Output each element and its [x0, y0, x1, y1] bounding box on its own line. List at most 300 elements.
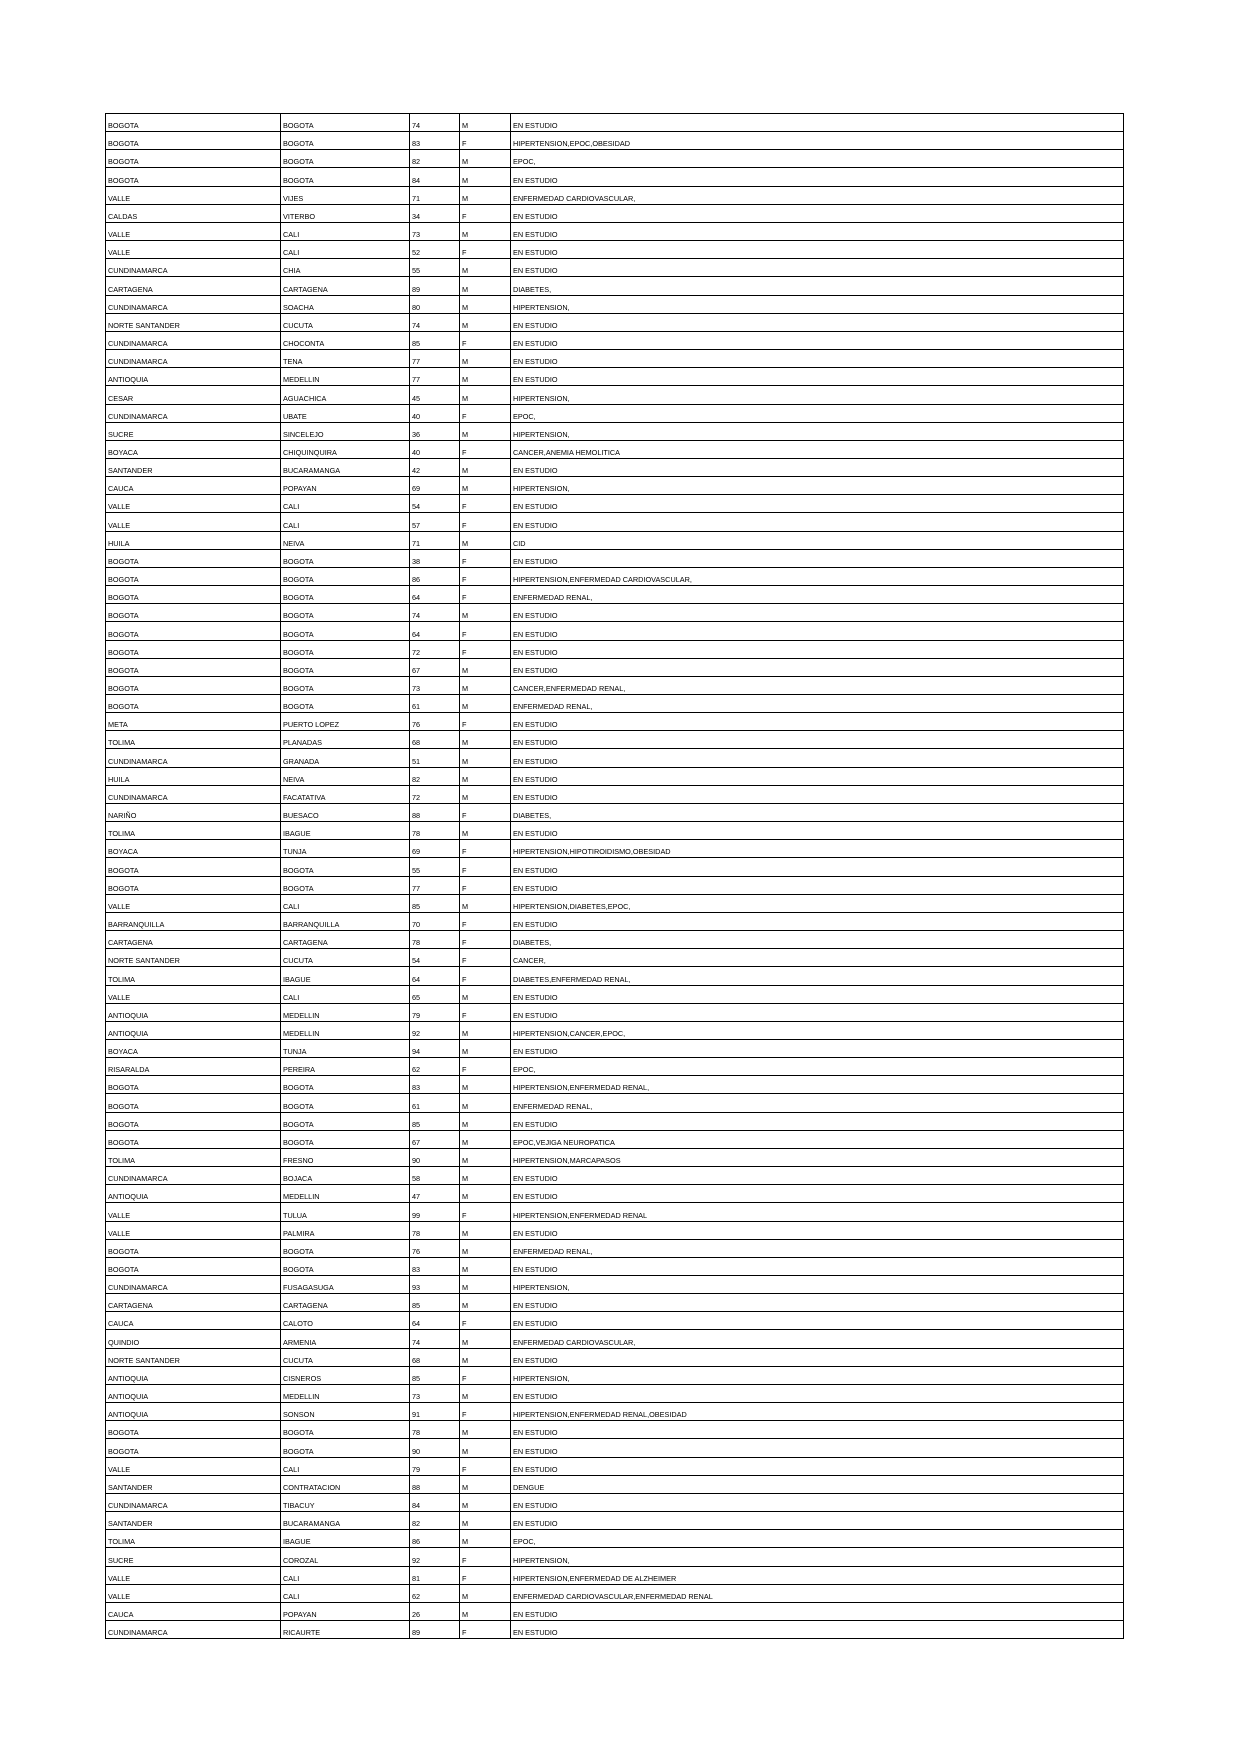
- sex-cell: M: [460, 985, 511, 1003]
- sex-cell: F: [460, 513, 511, 531]
- table-row: [106, 1566, 1124, 1584]
- condition-cell: HIPERTENSION,: [511, 1548, 1124, 1566]
- age-cell: 85: [410, 1366, 460, 1384]
- sex-cell: M: [460, 1112, 511, 1130]
- table-row: [106, 967, 1124, 985]
- sex-cell: M: [460, 295, 511, 313]
- age-cell: 71: [410, 531, 460, 549]
- city-cell: BOJACA: [281, 1167, 410, 1185]
- sex-cell: M: [460, 114, 511, 132]
- table-row: [106, 1548, 1124, 1566]
- city-cell: TULUA: [281, 1203, 410, 1221]
- condition-cell: EN ESTUDIO: [511, 1112, 1124, 1130]
- sex-cell: M: [460, 1384, 511, 1402]
- city-cell: BOGOTA: [281, 1130, 410, 1148]
- sex-cell: F: [460, 495, 511, 513]
- age-cell: 82: [410, 767, 460, 785]
- age-cell: 89: [410, 1620, 460, 1638]
- age-cell: 47: [410, 1185, 460, 1203]
- city-cell: CHIQUINQUIRA: [281, 440, 410, 458]
- department-cell: BOGOTA: [106, 604, 281, 622]
- city-cell: BARRANQUILLA: [281, 912, 410, 930]
- table-row: [106, 1312, 1124, 1330]
- age-cell: 93: [410, 1276, 460, 1294]
- table-row: [106, 1203, 1124, 1221]
- table-row: [106, 1348, 1124, 1366]
- sex-cell: M: [460, 1276, 511, 1294]
- city-cell: BOGOTA: [281, 1421, 410, 1439]
- city-cell: BOGOTA: [281, 1076, 410, 1094]
- condition-cell: EN ESTUDIO: [511, 1167, 1124, 1185]
- sex-cell: F: [460, 622, 511, 640]
- table-row: [106, 695, 1124, 713]
- table-row: [106, 531, 1124, 549]
- sex-cell: F: [460, 1548, 511, 1566]
- sex-cell: M: [460, 1039, 511, 1057]
- department-cell: VALLE: [106, 1584, 281, 1602]
- city-cell: GRANADA: [281, 749, 410, 767]
- condition-cell: EN ESTUDIO: [511, 204, 1124, 222]
- table-row: [106, 386, 1124, 404]
- sex-cell: M: [460, 1475, 511, 1493]
- table-row: [106, 1457, 1124, 1475]
- age-cell: 72: [410, 640, 460, 658]
- table-row: [106, 259, 1124, 277]
- condition-cell: EN ESTUDIO: [511, 1294, 1124, 1312]
- sex-cell: M: [460, 477, 511, 495]
- table-row: [106, 440, 1124, 458]
- department-cell: NORTE SANTANDER: [106, 313, 281, 331]
- city-cell: BOGOTA: [281, 695, 410, 713]
- table-row: [106, 477, 1124, 495]
- city-cell: BOGOTA: [281, 549, 410, 567]
- condition-cell: EPOC,: [511, 1530, 1124, 1548]
- department-cell: CALDAS: [106, 204, 281, 222]
- city-cell: BOGOTA: [281, 858, 410, 876]
- table-row: [106, 204, 1124, 222]
- age-cell: 99: [410, 1203, 460, 1221]
- city-cell: CALI: [281, 1584, 410, 1602]
- condition-cell: HIPERTENSION,ENFERMEDAD DE ALZHEIMER: [511, 1566, 1124, 1584]
- table-row: [106, 985, 1124, 1003]
- condition-cell: HIPERTENSION,CANCER,EPOC,: [511, 1021, 1124, 1039]
- age-cell: 82: [410, 150, 460, 168]
- city-cell: BOGOTA: [281, 1112, 410, 1130]
- condition-cell: EN ESTUDIO: [511, 1384, 1124, 1402]
- table-row: [106, 1512, 1124, 1530]
- sex-cell: M: [460, 1221, 511, 1239]
- condition-cell: HIPERTENSION,ENFERMEDAD RENAL: [511, 1203, 1124, 1221]
- department-cell: BOGOTA: [106, 150, 281, 168]
- sex-cell: M: [460, 386, 511, 404]
- department-cell: TOLIMA: [106, 1530, 281, 1548]
- city-cell: CALI: [281, 985, 410, 1003]
- age-cell: 90: [410, 1148, 460, 1166]
- table-row: [106, 1403, 1124, 1421]
- table-row: [106, 1584, 1124, 1602]
- sex-cell: F: [460, 931, 511, 949]
- city-cell: MEDELLIN: [281, 1185, 410, 1203]
- city-cell: SONSON: [281, 1403, 410, 1421]
- condition-cell: EN ESTUDIO: [511, 1439, 1124, 1457]
- table-row: [106, 567, 1124, 585]
- sex-cell: M: [460, 259, 511, 277]
- condition-cell: EN ESTUDIO: [511, 1493, 1124, 1511]
- sex-cell: M: [460, 422, 511, 440]
- sex-cell: M: [460, 1512, 511, 1530]
- condition-cell: EN ESTUDIO: [511, 114, 1124, 132]
- age-cell: 61: [410, 695, 460, 713]
- condition-cell: EN ESTUDIO: [511, 1457, 1124, 1475]
- department-cell: VALLE: [106, 1203, 281, 1221]
- condition-cell: EN ESTUDIO: [511, 1620, 1124, 1638]
- condition-cell: EN ESTUDIO: [511, 658, 1124, 676]
- city-cell: BOGOTA: [281, 1439, 410, 1457]
- condition-cell: EN ESTUDIO: [511, 313, 1124, 331]
- department-cell: BOGOTA: [106, 132, 281, 150]
- sex-cell: F: [460, 1366, 511, 1384]
- age-cell: 68: [410, 731, 460, 749]
- department-cell: VALLE: [106, 1457, 281, 1475]
- sex-cell: M: [460, 1076, 511, 1094]
- table-row: [106, 1493, 1124, 1511]
- department-cell: CAUCA: [106, 1602, 281, 1620]
- table-row: [106, 1148, 1124, 1166]
- city-cell: MEDELLIN: [281, 368, 410, 386]
- department-cell: BOGOTA: [106, 640, 281, 658]
- table-row: [106, 295, 1124, 313]
- department-cell: VALLE: [106, 894, 281, 912]
- age-cell: 69: [410, 840, 460, 858]
- sex-cell: M: [460, 1094, 511, 1112]
- department-cell: BOGOTA: [106, 168, 281, 186]
- sex-cell: M: [460, 785, 511, 803]
- table-row: [106, 277, 1124, 295]
- age-cell: 72: [410, 785, 460, 803]
- department-cell: BOGOTA: [106, 876, 281, 894]
- condition-cell: HIPERTENSION,DIABETES,EPOC,: [511, 894, 1124, 912]
- age-cell: 82: [410, 1512, 460, 1530]
- sex-cell: F: [460, 549, 511, 567]
- table-row: [106, 876, 1124, 894]
- table-row: [106, 622, 1124, 640]
- condition-cell: ENFERMEDAD RENAL,: [511, 1239, 1124, 1257]
- table-row: [106, 840, 1124, 858]
- city-cell: BOGOTA: [281, 622, 410, 640]
- department-cell: TOLIMA: [106, 1148, 281, 1166]
- department-cell: HUILA: [106, 531, 281, 549]
- sex-cell: M: [460, 658, 511, 676]
- city-cell: RICAURTE: [281, 1620, 410, 1638]
- city-cell: TIBACUY: [281, 1493, 410, 1511]
- department-cell: BOGOTA: [106, 1130, 281, 1148]
- age-cell: 83: [410, 1076, 460, 1094]
- sex-cell: M: [460, 1167, 511, 1185]
- department-cell: CUNDINAMARCA: [106, 295, 281, 313]
- city-cell: PUERTO LOPEZ: [281, 713, 410, 731]
- sex-cell: F: [460, 331, 511, 349]
- department-cell: BOGOTA: [106, 695, 281, 713]
- condition-cell: ENFERMEDAD RENAL,: [511, 1094, 1124, 1112]
- city-cell: MEDELLIN: [281, 1003, 410, 1021]
- condition-cell: EN ESTUDIO: [511, 1039, 1124, 1057]
- age-cell: 78: [410, 931, 460, 949]
- table-row: [106, 1076, 1124, 1094]
- table-row: [106, 1094, 1124, 1112]
- age-cell: 85: [410, 331, 460, 349]
- table-row: [106, 222, 1124, 240]
- sex-cell: M: [460, 368, 511, 386]
- condition-cell: EN ESTUDIO: [511, 1185, 1124, 1203]
- sex-cell: M: [460, 1330, 511, 1348]
- age-cell: 85: [410, 1294, 460, 1312]
- department-cell: META: [106, 713, 281, 731]
- condition-cell: EN ESTUDIO: [511, 749, 1124, 767]
- city-cell: POPAYAN: [281, 1602, 410, 1620]
- condition-cell: ENFERMEDAD RENAL,: [511, 695, 1124, 713]
- city-cell: CALI: [281, 513, 410, 531]
- sex-cell: F: [460, 803, 511, 821]
- sex-cell: F: [460, 912, 511, 930]
- table-row: [106, 495, 1124, 513]
- condition-cell: HIPERTENSION,MARCAPASOS: [511, 1148, 1124, 1166]
- department-cell: CUNDINAMARCA: [106, 259, 281, 277]
- city-cell: BUESACO: [281, 803, 410, 821]
- age-cell: 51: [410, 749, 460, 767]
- city-cell: NEIVA: [281, 531, 410, 549]
- table-row: [106, 749, 1124, 767]
- table-row: [106, 1003, 1124, 1021]
- sex-cell: M: [460, 1257, 511, 1275]
- condition-cell: ENFERMEDAD CARDIOVASCULAR,ENFERMEDAD RENAL: [511, 1584, 1124, 1602]
- age-cell: 74: [410, 114, 460, 132]
- condition-cell: EN ESTUDIO: [511, 1221, 1124, 1239]
- department-cell: ANTIOQUIA: [106, 1021, 281, 1039]
- age-cell: 64: [410, 586, 460, 604]
- city-cell: BOGOTA: [281, 168, 410, 186]
- table-row: [106, 1185, 1124, 1203]
- table-row: [106, 150, 1124, 168]
- table-row: [106, 785, 1124, 803]
- table-row: [106, 1620, 1124, 1638]
- city-cell: MEDELLIN: [281, 1021, 410, 1039]
- department-cell: CUNDINAMARCA: [106, 749, 281, 767]
- age-cell: 74: [410, 1330, 460, 1348]
- table-row: [106, 1366, 1124, 1384]
- condition-cell: EN ESTUDIO: [511, 458, 1124, 476]
- table-row: [106, 1058, 1124, 1076]
- city-cell: UBATE: [281, 404, 410, 422]
- condition-cell: EN ESTUDIO: [511, 513, 1124, 531]
- city-cell: CALI: [281, 495, 410, 513]
- department-cell: SUCRE: [106, 1548, 281, 1566]
- city-cell: BOGOTA: [281, 586, 410, 604]
- city-cell: CARTAGENA: [281, 1294, 410, 1312]
- age-cell: 78: [410, 822, 460, 840]
- age-cell: 85: [410, 894, 460, 912]
- city-cell: CHIA: [281, 259, 410, 277]
- city-cell: CONTRATACION: [281, 1475, 410, 1493]
- condition-cell: EN ESTUDIO: [511, 222, 1124, 240]
- department-cell: BOGOTA: [106, 1239, 281, 1257]
- condition-cell: EN ESTUDIO: [511, 1003, 1124, 1021]
- condition-cell: EPOC,: [511, 150, 1124, 168]
- table-row: [106, 1276, 1124, 1294]
- city-cell: BOGOTA: [281, 567, 410, 585]
- condition-cell: HIPERTENSION,EPOC,OBESIDAD: [511, 132, 1124, 150]
- condition-cell: CID: [511, 531, 1124, 549]
- condition-cell: EN ESTUDIO: [511, 1421, 1124, 1439]
- sex-cell: M: [460, 695, 511, 713]
- age-cell: 78: [410, 1221, 460, 1239]
- sex-cell: M: [460, 277, 511, 295]
- age-cell: 40: [410, 440, 460, 458]
- condition-cell: ENFERMEDAD RENAL,: [511, 586, 1124, 604]
- sex-cell: F: [460, 241, 511, 259]
- sex-cell: F: [460, 132, 511, 150]
- condition-cell: EPOC,: [511, 1058, 1124, 1076]
- age-cell: 67: [410, 1130, 460, 1148]
- department-cell: SANTANDER: [106, 458, 281, 476]
- condition-cell: EN ESTUDIO: [511, 1602, 1124, 1620]
- age-cell: 57: [410, 513, 460, 531]
- department-cell: BOGOTA: [106, 1112, 281, 1130]
- table-row: [106, 186, 1124, 204]
- table-row: [106, 640, 1124, 658]
- department-cell: BOGOTA: [106, 658, 281, 676]
- sex-cell: F: [460, 404, 511, 422]
- sex-cell: F: [460, 876, 511, 894]
- department-cell: CUNDINAMARCA: [106, 1167, 281, 1185]
- age-cell: 61: [410, 1094, 460, 1112]
- sex-cell: M: [460, 350, 511, 368]
- city-cell: FACATATIVA: [281, 785, 410, 803]
- city-cell: CALI: [281, 1566, 410, 1584]
- sex-cell: M: [460, 313, 511, 331]
- condition-cell: CANCER,ENFERMEDAD RENAL,: [511, 676, 1124, 694]
- age-cell: 86: [410, 1530, 460, 1548]
- age-cell: 40: [410, 404, 460, 422]
- age-cell: 64: [410, 967, 460, 985]
- sex-cell: M: [460, 1602, 511, 1620]
- condition-cell: EN ESTUDIO: [511, 168, 1124, 186]
- city-cell: CUCUTA: [281, 1348, 410, 1366]
- condition-cell: EN ESTUDIO: [511, 912, 1124, 930]
- department-cell: ANTIOQUIA: [106, 1366, 281, 1384]
- city-cell: FRESNO: [281, 1148, 410, 1166]
- table-row: [106, 404, 1124, 422]
- table-row: [106, 767, 1124, 785]
- age-cell: 36: [410, 422, 460, 440]
- city-cell: BOGOTA: [281, 640, 410, 658]
- sex-cell: M: [460, 1584, 511, 1602]
- condition-cell: HIPERTENSION,: [511, 1276, 1124, 1294]
- sex-cell: M: [460, 1493, 511, 1511]
- age-cell: 52: [410, 241, 460, 259]
- age-cell: 67: [410, 658, 460, 676]
- sex-cell: M: [460, 894, 511, 912]
- department-cell: RISARALDA: [106, 1058, 281, 1076]
- age-cell: 38: [410, 549, 460, 567]
- sex-cell: F: [460, 840, 511, 858]
- sex-cell: M: [460, 1148, 511, 1166]
- sex-cell: M: [460, 458, 511, 476]
- sex-cell: F: [460, 1620, 511, 1638]
- age-cell: 91: [410, 1403, 460, 1421]
- department-cell: VALLE: [106, 1566, 281, 1584]
- age-cell: 26: [410, 1602, 460, 1620]
- age-cell: 71: [410, 186, 460, 204]
- department-cell: CUNDINAMARCA: [106, 1276, 281, 1294]
- table-row: [106, 894, 1124, 912]
- table-row: [106, 1475, 1124, 1493]
- condition-cell: DIABETES,ENFERMEDAD RENAL,: [511, 967, 1124, 985]
- sex-cell: F: [460, 1058, 511, 1076]
- sex-cell: M: [460, 676, 511, 694]
- table-row: [106, 513, 1124, 531]
- age-cell: 55: [410, 259, 460, 277]
- table-row: [106, 931, 1124, 949]
- age-cell: 81: [410, 1566, 460, 1584]
- table-row: [106, 1602, 1124, 1620]
- condition-cell: HIPERTENSION,: [511, 295, 1124, 313]
- city-cell: CUCUTA: [281, 313, 410, 331]
- city-cell: COROZAL: [281, 1548, 410, 1566]
- age-cell: 65: [410, 985, 460, 1003]
- condition-cell: EN ESTUDIO: [511, 259, 1124, 277]
- condition-cell: EN ESTUDIO: [511, 858, 1124, 876]
- table-row: [106, 912, 1124, 930]
- condition-cell: EN ESTUDIO: [511, 1312, 1124, 1330]
- table-row: [106, 114, 1124, 132]
- city-cell: CALI: [281, 222, 410, 240]
- city-cell: CALOTO: [281, 1312, 410, 1330]
- age-cell: 62: [410, 1584, 460, 1602]
- sex-cell: M: [460, 1239, 511, 1257]
- city-cell: BOGOTA: [281, 676, 410, 694]
- age-cell: 83: [410, 1257, 460, 1275]
- sex-cell: M: [460, 767, 511, 785]
- condition-cell: DENGUE: [511, 1475, 1124, 1493]
- sex-cell: M: [460, 1530, 511, 1548]
- table-row: [106, 368, 1124, 386]
- department-cell: CUNDINAMARCA: [106, 350, 281, 368]
- condition-cell: EPOC,: [511, 404, 1124, 422]
- age-cell: 74: [410, 313, 460, 331]
- city-cell: CARTAGENA: [281, 931, 410, 949]
- age-cell: 78: [410, 1421, 460, 1439]
- city-cell: IBAGUE: [281, 1530, 410, 1548]
- city-cell: SOACHA: [281, 295, 410, 313]
- city-cell: VITERBO: [281, 204, 410, 222]
- department-cell: ANTIOQUIA: [106, 368, 281, 386]
- age-cell: 83: [410, 132, 460, 150]
- table-row: [106, 713, 1124, 731]
- city-cell: CUCUTA: [281, 949, 410, 967]
- department-cell: TOLIMA: [106, 822, 281, 840]
- age-cell: 73: [410, 1384, 460, 1402]
- age-cell: 42: [410, 458, 460, 476]
- city-cell: CALI: [281, 241, 410, 259]
- age-cell: 76: [410, 1239, 460, 1257]
- condition-cell: EN ESTUDIO: [511, 622, 1124, 640]
- sex-cell: M: [460, 731, 511, 749]
- department-cell: BOGOTA: [106, 1076, 281, 1094]
- department-cell: CARTAGENA: [106, 1294, 281, 1312]
- condition-cell: CANCER,: [511, 949, 1124, 967]
- sex-cell: M: [460, 150, 511, 168]
- condition-cell: EN ESTUDIO: [511, 495, 1124, 513]
